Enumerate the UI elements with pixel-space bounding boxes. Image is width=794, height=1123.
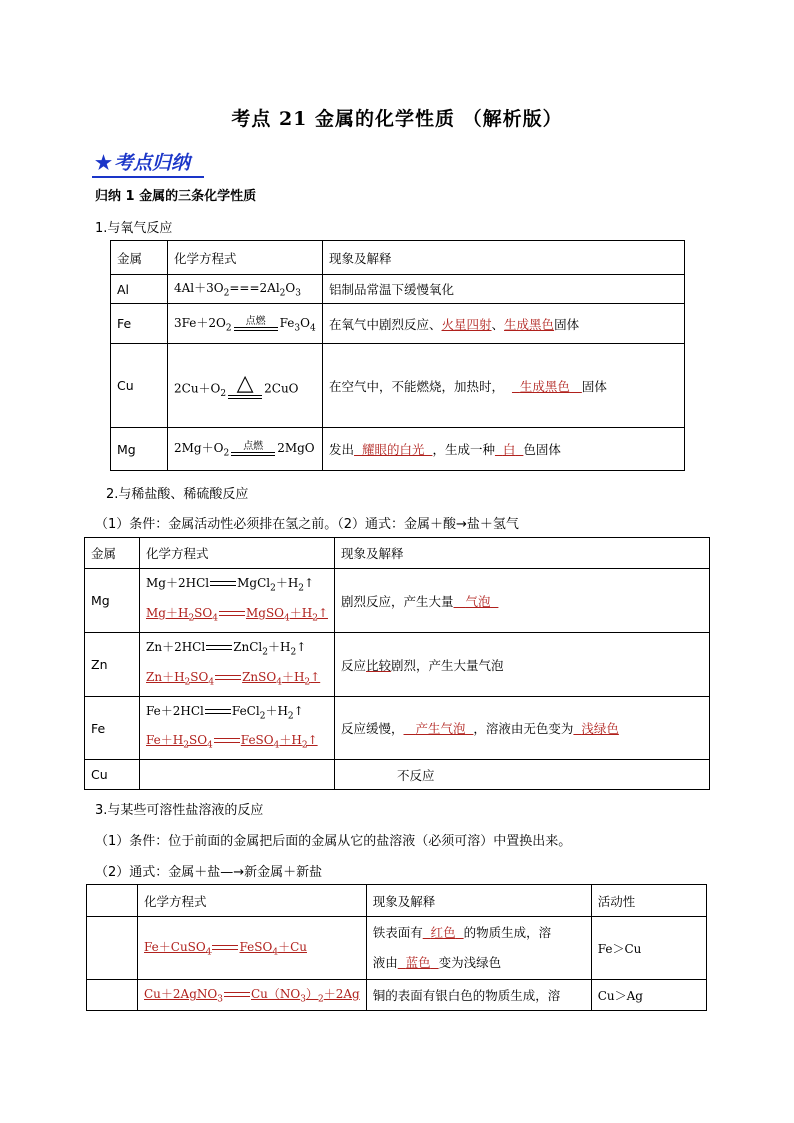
equation-cell: Mg＋2HCl $MgCl_2+H_2↑$ $Mg+H_2SO_4$ $MgSO_4+H_2↑$: [140, 569, 335, 633]
section-2-heading: 2.与稀盐酸、稀硫酸反应: [106, 487, 249, 502]
phenomenon-cell: 发出 耀眼的白光 ，生成一种 白 色固体: [323, 428, 685, 471]
table-row: [111, 275, 685, 304]
section-1-heading: 1.与氧气反应: [95, 221, 173, 236]
phenomenon-cell: 在氧气中剧烈反应、火星四射、生成黑色固体: [323, 304, 685, 344]
phenomenon-cell: 铁表面有 红色 的物质生成，溶 液由 蓝色 变为浅绿色: [366, 917, 591, 980]
header-activity: 活动性: [591, 885, 706, 917]
banner-underline: [92, 176, 204, 178]
table-row: [85, 697, 710, 760]
oxygen-reaction-table: [110, 240, 685, 471]
table-header-row: [85, 538, 710, 569]
answer-blank: 比较: [366, 657, 392, 673]
star-icon: ★: [95, 152, 113, 174]
header-equation: 化学方程式: [168, 241, 323, 275]
table-row: [111, 304, 685, 344]
reaction-condition: 点燃: [231, 441, 275, 456]
table-row: [85, 633, 710, 697]
equation-cell: $4Al+3O_2===2Al_2O_3$: [168, 275, 323, 304]
metal-cell: Mg: [85, 569, 140, 633]
metal-cell: Cu: [85, 760, 140, 790]
acid-reaction-table: [84, 537, 710, 790]
answer-blank: 生成黑色: [504, 316, 555, 332]
activity-cell: Cu＞Ag: [591, 980, 706, 1011]
header-phenomenon: 现象及解释: [323, 241, 685, 275]
answer-blank: 生成黑色: [519, 378, 570, 394]
table-row: [87, 917, 707, 980]
section-3-heading: 3.与某些可溶性盐溶液的反应: [95, 803, 264, 818]
answer-blank: 耀眼的白光: [361, 442, 425, 457]
phenomenon-cell: 不反应: [335, 760, 710, 790]
summary-heading: 归纳 1 金属的三条化学性质: [95, 189, 257, 204]
table-row: [85, 760, 710, 790]
metal-cell: Al: [111, 275, 168, 304]
metal-cell: Fe: [111, 304, 168, 344]
header-equation: 化学方程式: [140, 538, 335, 569]
phenomenon-cell: 剧烈反应，产生大量 气泡: [335, 569, 710, 633]
page-title: 考点 21 金属的化学性质 （解析版）: [231, 108, 563, 130]
equation-cell: Fe＋2HCl $FeCl_2+H_2↑$ $Fe+H_2SO_4$ $FeSO_4+H_2↑$: [140, 697, 335, 760]
metal-cell: Fe: [85, 697, 140, 760]
heat-triangle-icon: △: [236, 370, 254, 396]
phenomenon-cell: 反应比较剧烈，产生大量气泡: [335, 633, 710, 697]
answer-blank: 产生气泡: [415, 721, 466, 736]
header-metal: 金属: [111, 241, 168, 275]
equation-cell: Zn＋2HCl $ZnCl_2+H_2↑$ $Zn+H_2SO_4$ $ZnSO_4+H_2↑$: [140, 633, 335, 697]
table-row: [111, 428, 685, 471]
activity-cell: Fe＞Cu: [591, 917, 706, 980]
reaction-condition: 点燃: [234, 316, 278, 331]
answer-blank: 白: [502, 442, 516, 457]
phenomenon-cell: 反应缓慢， 产生气泡 ，溶液由无色变为 浅绿色: [335, 697, 710, 760]
reaction-condition: [228, 370, 262, 399]
header-phenomenon: 现象及解释: [366, 885, 591, 917]
equation-cell: [140, 760, 335, 790]
blank-cell: [87, 980, 138, 1011]
section-banner: [95, 148, 190, 175]
header-phenomenon: 现象及解释: [335, 538, 710, 569]
metal-cell: Zn: [85, 633, 140, 697]
metal-cell: Cu: [111, 344, 168, 428]
table-header-row: [87, 885, 707, 917]
banner-text: 考点归纳: [114, 152, 191, 174]
equation-cell: Fe＋CuSO$_4$ FeSO$_4$＋Cu: [138, 917, 367, 980]
phenomenon-cell: 在空气中，不能燃烧，加热时， 生成黑色 固体: [323, 344, 685, 428]
table-row: [85, 569, 710, 633]
equation-cell: $2Cu+O_2$ △ 2CuO: [168, 344, 323, 428]
phenomenon-cell: 铝制品常温下缓慢氧化: [323, 275, 685, 304]
table-header-row: [111, 241, 685, 275]
header-blank: [87, 885, 138, 917]
section-2-condition: （1）条件：金属活动性必须排在氢之前。（2）通式：金属＋酸→盐＋氢气: [95, 517, 519, 532]
equation-cell: Cu＋2AgNO$_3$ $Cu(NO_3)_2+2Ag$: [138, 980, 367, 1011]
equation-cell: $3Fe+2O_2$ 点燃 $Fe_3O_4$: [168, 304, 323, 344]
header-equation: 化学方程式: [138, 885, 367, 917]
section-3-formula: （2）通式：金属＋盐—→新金属＋新盐: [95, 865, 323, 880]
table-row: [111, 344, 685, 428]
metal-cell: Mg: [111, 428, 168, 471]
equation-cell: $2Mg+O_2$ 点燃 2MgO: [168, 428, 323, 471]
answer-blank: 浅绿色: [581, 721, 619, 736]
salt-reaction-table: [86, 884, 707, 1011]
blank-cell: [87, 917, 138, 980]
answer-blank: 气泡: [465, 593, 491, 609]
header-metal: 金属: [85, 538, 140, 569]
answer-blank: 红色: [430, 925, 456, 940]
answer-blank: 火星四射: [441, 316, 492, 332]
phenomenon-cell: 铜的表面有银白色的物质生成，溶: [366, 980, 591, 1011]
answer-blank: 蓝色: [405, 955, 431, 970]
table-row: [87, 980, 707, 1011]
section-3-condition: （1）条件：位于前面的金属把后面的金属从它的盐溶液（必须可溶）中置换出来。: [95, 834, 572, 849]
